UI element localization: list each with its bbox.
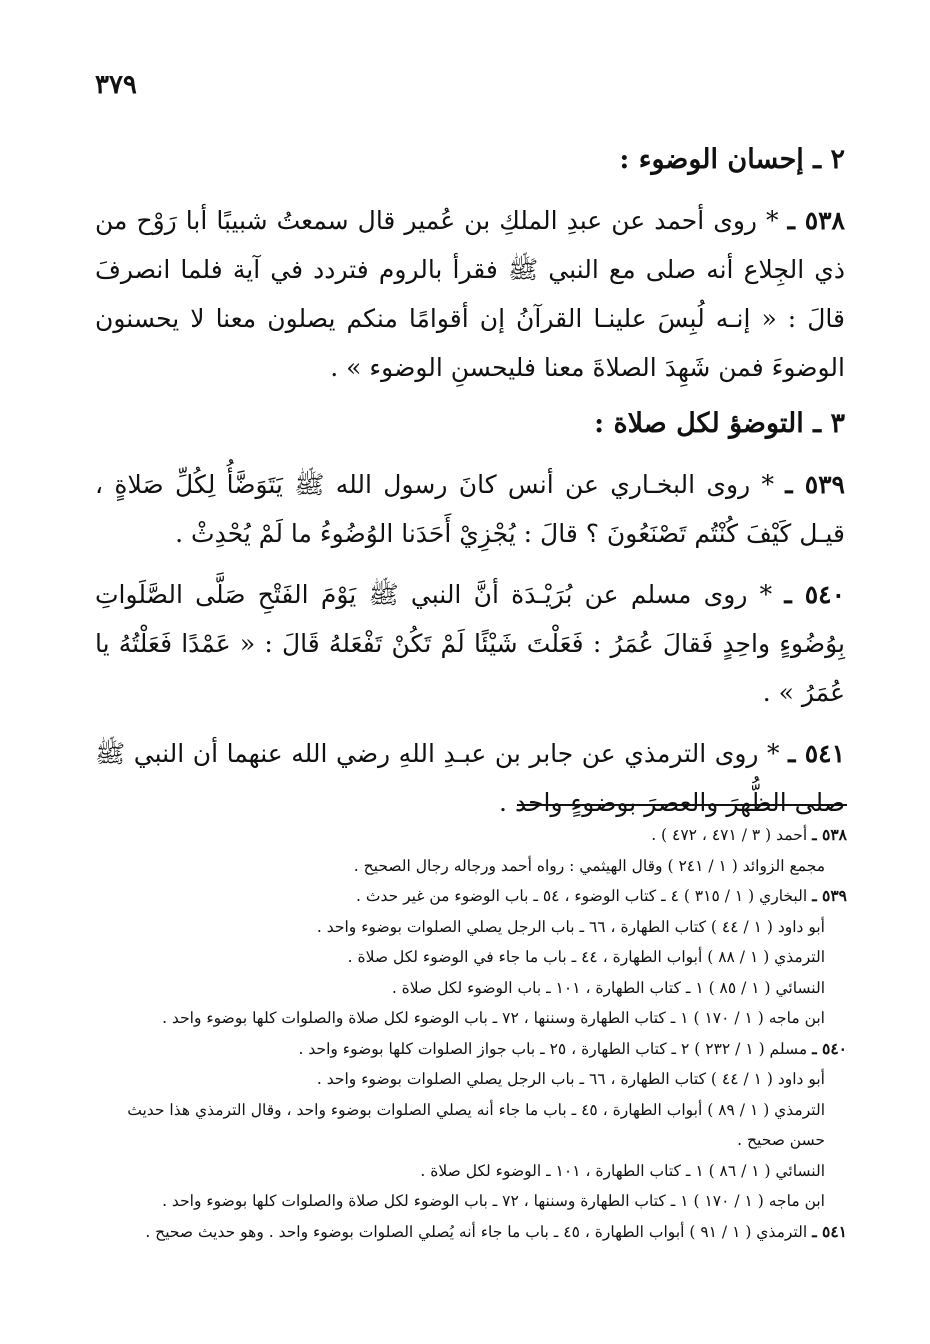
footnotes	[95, 820, 847, 1247]
hadith-number: ٥٣٨ ـ	[787, 206, 845, 235]
footnote-text: البخاري ( ١ / ٣١٥ ) ٤ ـ كتاب الوضوء ، ٥٤ ـ باب الوضوء من غير حدث .	[356, 887, 808, 905]
footnote-number: ٥٤١ ـ	[812, 1221, 847, 1241]
footnote-text: النسائي ( ١ / ٨٥ ) ١ ـ كتاب الطهارة ، ١٠١ ـ باب الوضوء لكل صلاة .	[391, 978, 825, 997]
footnote-line	[95, 1095, 847, 1156]
footnote-text: أبو داود ( ١ / ٤٤ ) كتاب الطهارة ، ٦٦ ـ باب الرجل يصلي الصلوات بوضوء واحد .	[316, 1070, 825, 1088]
footnote-text: الترمذي ( ١ / ٩١ ) أبواب الطهارة ، ٤٥ ـ باب ما جاء أنه يُصلي الصلوات بوضوء واحد . وهو حديث صحيح .	[145, 1222, 808, 1241]
hadith-paragraph	[95, 729, 845, 827]
section-heading: ٢ ـ إحسان الوضوء :	[619, 144, 845, 175]
footnote-text: مجمع الزوائد ( ١ / ٢٤١ ) وقال الهيثمي : رواه أحمد ورجاله رجال الصحيح .	[353, 856, 825, 875]
hadith-number: ٥٤١ ـ	[788, 739, 846, 768]
page-number: ٣٧٩	[95, 70, 137, 100]
hadith-text: * روى مسلم عن بُرَيْـدَة أنَّ النبي ﷺ يَوْمَ الفَتْحِ صَلَّى الصَّلَواتِ بِوُضُوءٍ واحِدٍ فَقالَ عُمَرُ : فَعَلْتَ شَيْئًا لَمْ تَكُنْ تَفْعَلهُ قَالَ : « عَمْدًا فَعَلْتُهُ يا عُمَرُ » .	[95, 580, 845, 707]
hadith-paragraph	[95, 570, 845, 717]
footnote-line	[95, 942, 847, 973]
footnote-text: ابن ماجه ( ١ / ١٧٠ ) ١ ـ كتاب الطهارة وسننها ، ٧٢ ـ باب الوضوء لكل صلاة والصلوات كلها بوضوء واحد .	[162, 1009, 825, 1027]
footnote-line	[95, 912, 847, 943]
footnote-text: أحمد ( ٣ / ٤٧١ ، ٤٧٢ ) .	[651, 826, 808, 844]
hadith-text: * روى الترمذي عن جابر بن عبـدِ اللهِ رضي الله عنهما أن النبي ﷺ صلى الظُّهرَ والعصرَ بوضوءٍ واحد .	[95, 739, 845, 817]
footnote-text: الترمذي ( ١ / ٨٨ ) أبواب الطهارة ، ٤٤ ـ باب ما جاء في الوضوء لكل صلاة .	[347, 948, 825, 966]
footnote-text: مسلم ( ١ / ٢٣٢ ) ٢ ـ كتاب الطهارة ، ٢٥ ـ باب جواز الصلوات كلها بوضوء واحد .	[298, 1039, 808, 1058]
footnote-line	[95, 881, 847, 912]
footnote-line	[95, 1003, 847, 1034]
footnote-line	[95, 1217, 847, 1248]
hadith-number: ٥٣٩ ـ	[785, 470, 845, 499]
footnote-line	[95, 1186, 847, 1217]
footnote-line	[95, 820, 847, 851]
hadith-text: * روى البخـاري عن أنس كانَ رسول الله ﷺ يَتَوَضَّأُ لِكُلِّ صَلاةٍ ، قيـل كَيْفَ كُنْتُم تَصْنَعُونَ ؟ قالَ : يُجْزِيْ أَحَدَنا الوُضُوءُ ما لَمْ يُحْدِثْ .	[95, 470, 845, 548]
hadith-number: ٥٤٠ ـ	[784, 580, 846, 609]
main-text	[95, 140, 845, 839]
footnote-line	[95, 1064, 847, 1095]
hadith-paragraph	[95, 460, 845, 558]
footnote-number: ٥٣٨ ـ	[812, 825, 847, 844]
footnote-text: أبو داود ( ١ / ٤٤ ) كتاب الطهارة ، ٦٦ ـ باب الرجل يصلي الصلوات بوضوء واحد .	[316, 917, 825, 936]
footnote-line	[95, 1156, 847, 1187]
section-heading: ٣ ـ التوضؤ لكل صلاة :	[594, 408, 845, 439]
hadith-text: * روى أحمد عن عبدِ الملكِ بن عُمير قال سمعتُ شبيبًا أبا رَوْح من ذي الجِلاع أنه صلى مع النبي ﷺ فقرأ بالروم فتردد في آية فلما انصرفَ قالَ : « إنـه لُبِسَ علينـا القرآنُ إن أقوامًا منكم يصلون معنا لا يحسنون الوضوءَ فمن شَهِدَ الصلاةَ معنا فليحسنِ الوضوء » .	[95, 206, 845, 382]
footnote-line	[95, 851, 847, 882]
footnote-line	[95, 973, 847, 1004]
footnote-line	[95, 1034, 847, 1065]
footnote-number: ٥٣٩ ـ	[812, 886, 847, 905]
footnote-number: ٥٤٠ ـ	[812, 1038, 847, 1058]
footnote-divider	[517, 804, 847, 806]
footnote-text: ابن ماجه ( ١ / ١٧٠ ) ١ ـ كتاب الطهارة وسننها ، ٧٢ ـ باب الوضوء لكل صلاة والصلوات كلها بوضوء واحد .	[162, 1192, 825, 1210]
footnote-text: الترمذي ( ١ / ٨٩ ) أبواب الطهارة ، ٤٥ ـ باب ما جاء أنه يصلي الصلوات بوضوء واحد ، وقال الترمذي هذا حديث حسن صحيح .	[127, 1100, 825, 1149]
hadith-paragraph	[95, 196, 845, 392]
footnote-text: النسائي ( ١ / ٨٦ ) ١ ـ كتاب الطهارة ، ١٠١ ـ الوضوء لكل صلاة .	[420, 1161, 825, 1180]
